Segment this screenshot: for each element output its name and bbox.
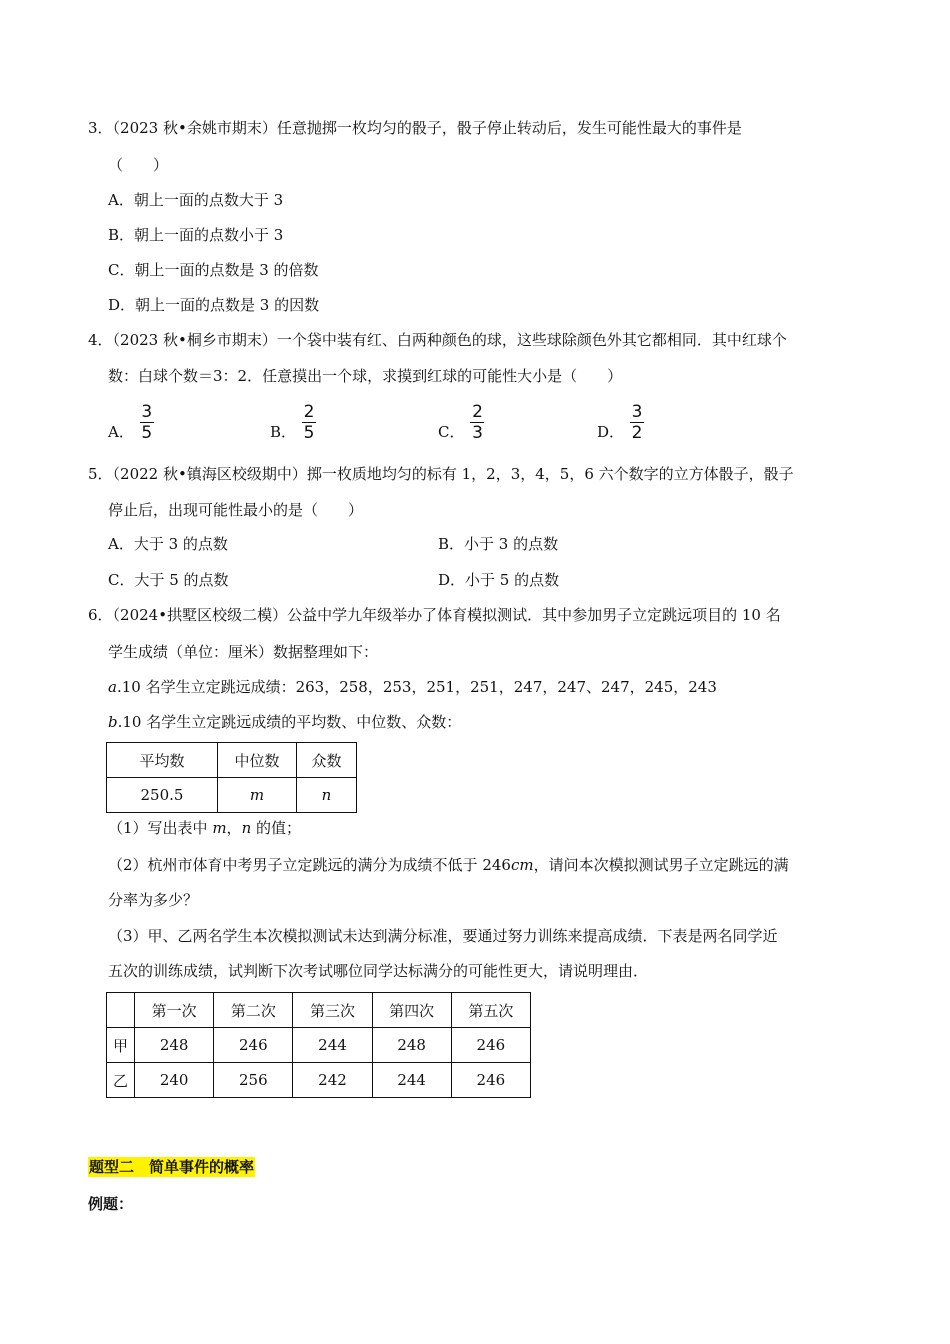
q5-option-b: B．小于 3 的点数 — [438, 535, 559, 553]
q4-option-b-den: 5 — [303, 423, 315, 443]
training-row-jia-score: 246 — [451, 1028, 530, 1063]
training-row-jia-score: 244 — [293, 1028, 372, 1063]
q6-data-b-prefix: b — [108, 713, 118, 731]
stats-header-mode: 众数 — [297, 743, 357, 778]
q4-option-a — [108, 400, 154, 442]
training-row-yi-score: 246 — [451, 1063, 530, 1098]
q3-option-b: B．朝上一面的点数小于 3 — [108, 226, 284, 244]
q4-option-a-num: 3 — [141, 402, 153, 422]
q4-option-c-num: 2 — [472, 402, 483, 422]
q6-sub1-text-b: ， — [226, 819, 242, 837]
q4-option-d-label: D． — [597, 423, 625, 441]
training-row-jia-score: 246 — [214, 1028, 293, 1063]
q4-option-a-label: A． — [108, 423, 134, 441]
q6-sub2-line2: 分率为多少？ — [108, 891, 199, 909]
q6-stem-line2: 学生成绩（单位：厘米）数据整理如下： — [108, 643, 379, 661]
training-row-yi-score: 244 — [372, 1063, 451, 1098]
stats-value-median: m — [218, 778, 297, 813]
q3-stem-line2: （ ） — [108, 156, 169, 174]
training-header-3: 第三次 — [293, 993, 372, 1028]
q5-stem-line1: 5．（2022 秋•镇海区校级期中）掷一枚质地均匀的标有 1，2，3，4，5，6 六个数字的立方体骰子，骰子 — [88, 465, 794, 483]
example-label: 例题： — [88, 1195, 134, 1213]
q6-data-b — [108, 712, 461, 732]
q4-stem-line2: 数：白球个数＝3：2．任意摸出一个球，求摸到红球的可能性大小是（ ） — [108, 367, 623, 385]
table-row — [107, 1063, 531, 1098]
q3-stem-line1: 3．（2023 秋•余姚市期末）任意抛掷一枚均匀的骰子，骰子停止转动后，发生可能性最大的事件是 — [88, 119, 742, 137]
training-row-yi-score: 256 — [214, 1063, 293, 1098]
q6-sub1-text-a: （1）写出表中 — [108, 819, 213, 837]
q4-option-b — [270, 400, 316, 442]
q4-option-d-den: 2 — [631, 423, 643, 443]
training-row-jia-name: 甲 — [107, 1028, 135, 1063]
training-row-jia-score: 248 — [135, 1028, 214, 1063]
q6-sub1-text-c: 的值； — [251, 819, 302, 837]
q4-option-a-fraction — [140, 403, 154, 442]
stats-header-mean: 平均数 — [107, 743, 218, 778]
training-header-2: 第二次 — [214, 993, 293, 1028]
training-row-yi-score: 240 — [135, 1063, 214, 1098]
training-header-corner — [107, 993, 135, 1028]
training-row-yi-name: 乙 — [107, 1063, 135, 1098]
q4-option-c-den: 3 — [472, 423, 483, 443]
q5-stem-line2: 停止后，出现可能性最小的是（ ） — [108, 501, 364, 519]
training-header-5: 第五次 — [451, 993, 530, 1028]
stats-table — [106, 742, 357, 813]
q4-option-d-fraction — [630, 403, 644, 442]
section-title: 题型二 简单事件的概率 — [89, 1158, 255, 1176]
q6-data-a-prefix: a — [108, 678, 117, 696]
q6-sub1-n: n — [241, 819, 252, 837]
table-row — [107, 1028, 531, 1063]
training-header-1: 第一次 — [135, 993, 214, 1028]
q3-option-c: C．朝上一面的点数是 3 的倍数 — [108, 261, 319, 279]
q3-option-d: D．朝上一面的点数是 3 的因数 — [108, 296, 320, 314]
q6-data-a-text: .10 名学生立定跳远成绩：263，258，253，251，251，247，247、247，245，243 — [116, 678, 717, 696]
q6-sub1 — [108, 818, 301, 838]
q4-option-b-label: B． — [270, 423, 297, 441]
training-row-jia-score: 248 — [372, 1028, 451, 1063]
q6-data-a — [108, 677, 717, 697]
q4-option-a-den: 5 — [141, 423, 153, 443]
q6-sub3-line2: 五次的训练成绩，试判断下次考试哪位同学达标满分的可能性更大，请说明理由． — [108, 962, 649, 980]
q6-sub1-m: m — [212, 819, 227, 837]
q5-option-a: A．大于 3 的点数 — [108, 535, 228, 553]
q4-option-c-fraction — [470, 403, 484, 442]
q6-sub3-line1: （3）甲、乙两名学生本次模拟测试未达到满分标准，要通过努力训练来提高成绩．下表是两名同学近 — [108, 927, 778, 945]
stats-header-median: 中位数 — [218, 743, 297, 778]
q4-option-d-num: 3 — [631, 402, 643, 422]
q3-option-a: A．朝上一面的点数大于 3 — [108, 191, 284, 209]
q4-option-b-fraction — [302, 403, 316, 442]
q4-option-c — [438, 400, 484, 442]
stats-value-mean: 250.5 — [107, 778, 218, 813]
q6-sub2-line1 — [108, 855, 789, 875]
q4-stem-line1: 4．（2023 秋•桐乡市期末）一个袋中装有红、白两种颜色的球，这些球除颜色外其它都相同．其中红球个 — [88, 331, 787, 349]
training-table — [106, 992, 531, 1098]
q5-option-c: C．大于 5 的点数 — [108, 571, 229, 589]
training-header-4: 第四次 — [372, 993, 451, 1028]
q6-sub2-unit: cm — [510, 856, 534, 874]
q6-sub2-text-a: （2）杭州市体育中考男子立定跳远的满分为成绩不低于 246 — [108, 856, 511, 874]
training-row-yi-score: 242 — [293, 1063, 372, 1098]
q4-option-c-label: C． — [438, 423, 465, 441]
q6-sub2-text-b: ，请问本次模拟测试男子立定跳远的满 — [533, 856, 789, 874]
q4-option-d — [597, 400, 644, 442]
q5-option-d: D．小于 5 的点数 — [438, 571, 560, 589]
stats-value-mode: n — [297, 778, 357, 813]
q4-option-b-num: 2 — [303, 402, 315, 422]
q6-data-b-text: .10 名学生立定跳远成绩的平均数、中位数、众数： — [117, 713, 462, 731]
q6-stem-line1: 6．（2024•拱墅区校级二模）公益中学九年级举办了体育模拟测试．其中参加男子立定跳远项目的 10 名 — [88, 606, 781, 624]
